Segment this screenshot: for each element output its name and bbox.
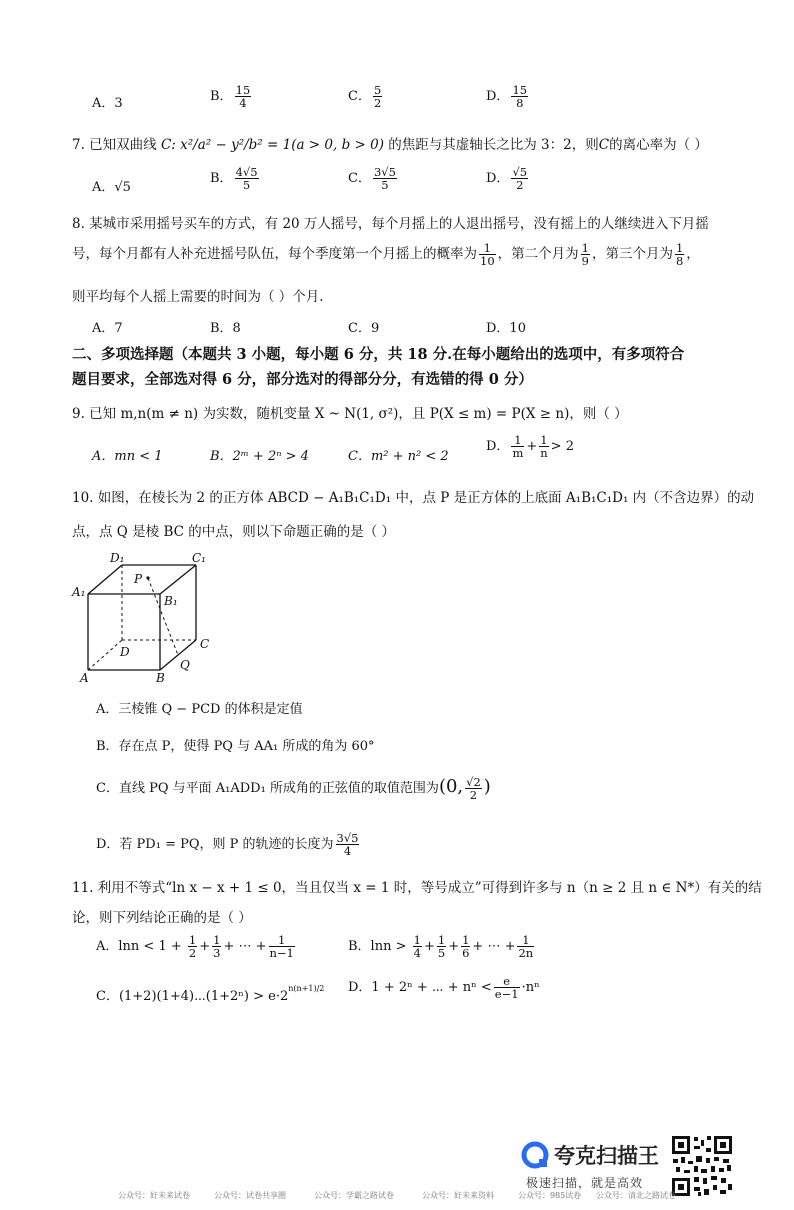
segment-p-q — [148, 578, 178, 655]
q11-option-d: D．1 + 2ⁿ + ⋯ + nⁿ < $\frac{e}{e-1}$ ·nⁿ — [348, 974, 540, 1002]
q7-option-c: C． $\frac{3√5}{5}$ — [348, 165, 396, 193]
edge-b-c — [160, 640, 196, 670]
point-p — [146, 576, 149, 579]
brand-subtitle: 极速扫描，就是高效 — [526, 1176, 644, 1190]
label-q: Q — [180, 658, 190, 672]
q7-option-b: B． $\frac{4√5}{5}$ — [210, 165, 258, 193]
quark-logo-icon — [520, 1140, 550, 1170]
q8-option-a: A．7 — [92, 321, 123, 336]
label-c1: C₁ — [192, 551, 206, 565]
label-c: C — [200, 637, 210, 651]
footer-item: 公众号：清北之路试卷 — [596, 1191, 676, 1200]
label-d1: D₁ — [110, 551, 125, 565]
q8-option-b: B．8 — [210, 321, 241, 336]
edge-b1-c1 — [160, 565, 196, 594]
footer-item: 公众号：试卷共享圈 — [214, 1191, 286, 1200]
brand-block — [520, 1138, 660, 1188]
q7-option-a: A．√5 — [92, 180, 131, 195]
label-b: B — [156, 671, 165, 685]
label-a1: A₁ — [72, 585, 86, 599]
q11-option-a: A．lnn < 1 + $\frac{1}{2}$ + $\frac{1}{3}$ + ⋯ + $\frac{1}{n-1}$ — [96, 933, 294, 961]
q10-option-d: D．若 PD₁ = PQ，则 P 的轨迹的长度为 $\frac{3√5}{4}$ — [96, 831, 359, 859]
q9-stem: 9. 已知 m,n(m ≠ n) 为实数，随机变量 X ~ N(1, σ²)，且 P(X ≤ m) = P(X ≥ n)，则（ ） — [72, 406, 628, 422]
q6-option-a: A．3 — [92, 96, 123, 111]
label-b1: B₁ — [164, 594, 178, 608]
q10-option-c: C．直线 PQ 与平面 A₁ADD₁ 所成角的正弦值的取值范围为(0, $\frac{√2}{2}$ ) — [96, 775, 491, 803]
q10-stem-line2: 点，点 Q 是棱 BC 的中点，则以下命题正确的是（ ） — [72, 524, 396, 540]
label-a: A — [80, 671, 89, 685]
section2-heading-line2: 题目要求，全部选对得 6 分，部分选对的得部分分，有选错的得 0 分） — [72, 371, 533, 388]
q8-stem-line2: 号，每个月都有人补充进摇号队伍，每个季度第一个月摇上的概率为 $\frac{1}{10}$ ，第二个月为 $\frac{1}{9}$ ，第三个月为 $\frac{1}{8}$ ， — [72, 241, 700, 269]
edge-a1-d1 — [88, 565, 122, 594]
q8-option-c: C．9 — [348, 321, 380, 336]
q9-option-a: A．mn < 1 — [92, 449, 163, 464]
q9-option-b: B．2ᵐ + 2ⁿ > 4 — [210, 449, 309, 464]
q11-option-b: B．lnn > $\frac{1}{4}$ + $\frac{1}{5}$ + $\frac{1}{6}$ + ⋯ + $\frac{1}{2n}$ — [348, 933, 534, 961]
q8-stem-line3: 则平均每个人摇上需要的时间为（ ）个月. — [72, 289, 324, 305]
q11-stem-line2: 论，则下列结论正确的是（ ） — [72, 910, 252, 926]
q10-option-b: B．存在点 P，使得 PQ 与 AA₁ 所成的角为 60° — [96, 739, 375, 754]
section2-heading-line1: 二、多项选择题（本题共 3 小题，每小题 6 分，共 18 分.在每小题给出的选项中，有多项符合 — [72, 346, 685, 363]
cube-figure — [70, 548, 220, 688]
qr-code-icon — [670, 1134, 734, 1198]
q8-stem-line1: 8. 某城市采用摇号买车的方式，有 20 万人摇号，每个月摇上的人退出摇号，没有摇上的人继续进入下月摇 — [72, 216, 709, 232]
q6-option-b: B． $\frac{15}{4}$ — [210, 83, 251, 111]
label-p: P — [134, 572, 143, 586]
q8-option-d: D．10 — [486, 321, 526, 336]
brand-title: 夸克扫描王 — [554, 1144, 659, 1168]
q9-option-c: C．m² + n² < 2 — [348, 449, 449, 464]
footer-item: 公众号：985试卷 — [518, 1191, 582, 1200]
q9-option-d: D． $\frac{1}{m}$ + $\frac{1}{n}$ > 2 — [486, 433, 574, 461]
label-d: D — [120, 645, 130, 659]
q10-option-a: A．三棱锥 Q − PCD 的体积是定值 — [96, 702, 303, 717]
footer-item: 公众号：学霸之路试卷 — [314, 1191, 394, 1200]
q6-option-d: D． $\frac{15}{8}$ — [486, 83, 528, 111]
q7-stem: 7. 已知双曲线 C: x²/a² − y²/b² = 1(a > 0, b > 0) 的焦距与其虚轴长之比为 3：2，则C的离心率为（ ） — [72, 137, 708, 153]
edge-a-d-hidden — [88, 640, 122, 670]
q7-option-d: D． $\frac{√5}{2}$ — [486, 165, 528, 193]
q11-stem-line1: 11. 利用不等式“ln x − x + 1 ≤ 0，当且仅当 x = 1 时，等号成立”可得到许多与 n（n ≥ 2 且 n ∈ N*）有关的结 — [72, 880, 762, 896]
q11-option-c: C．(1+2)(1+4)⋯(1+2ⁿ) > $e\cdot 2^{n(n+1)/2}$ — [96, 983, 325, 1004]
footer-item: 公众号：好未来资料 — [422, 1191, 494, 1200]
footer-item: 公众号：好未来试卷 — [118, 1191, 190, 1200]
q6-option-c: C． $\frac{5}{2}$ — [348, 83, 382, 111]
q10-stem-line1: 10. 如图，在棱长为 2 的正方体 ABCD − A₁B₁C₁D₁ 中，点 P 是正方体的上底面 A₁B₁C₁D₁ 内（不含边界）的动 — [72, 490, 755, 506]
